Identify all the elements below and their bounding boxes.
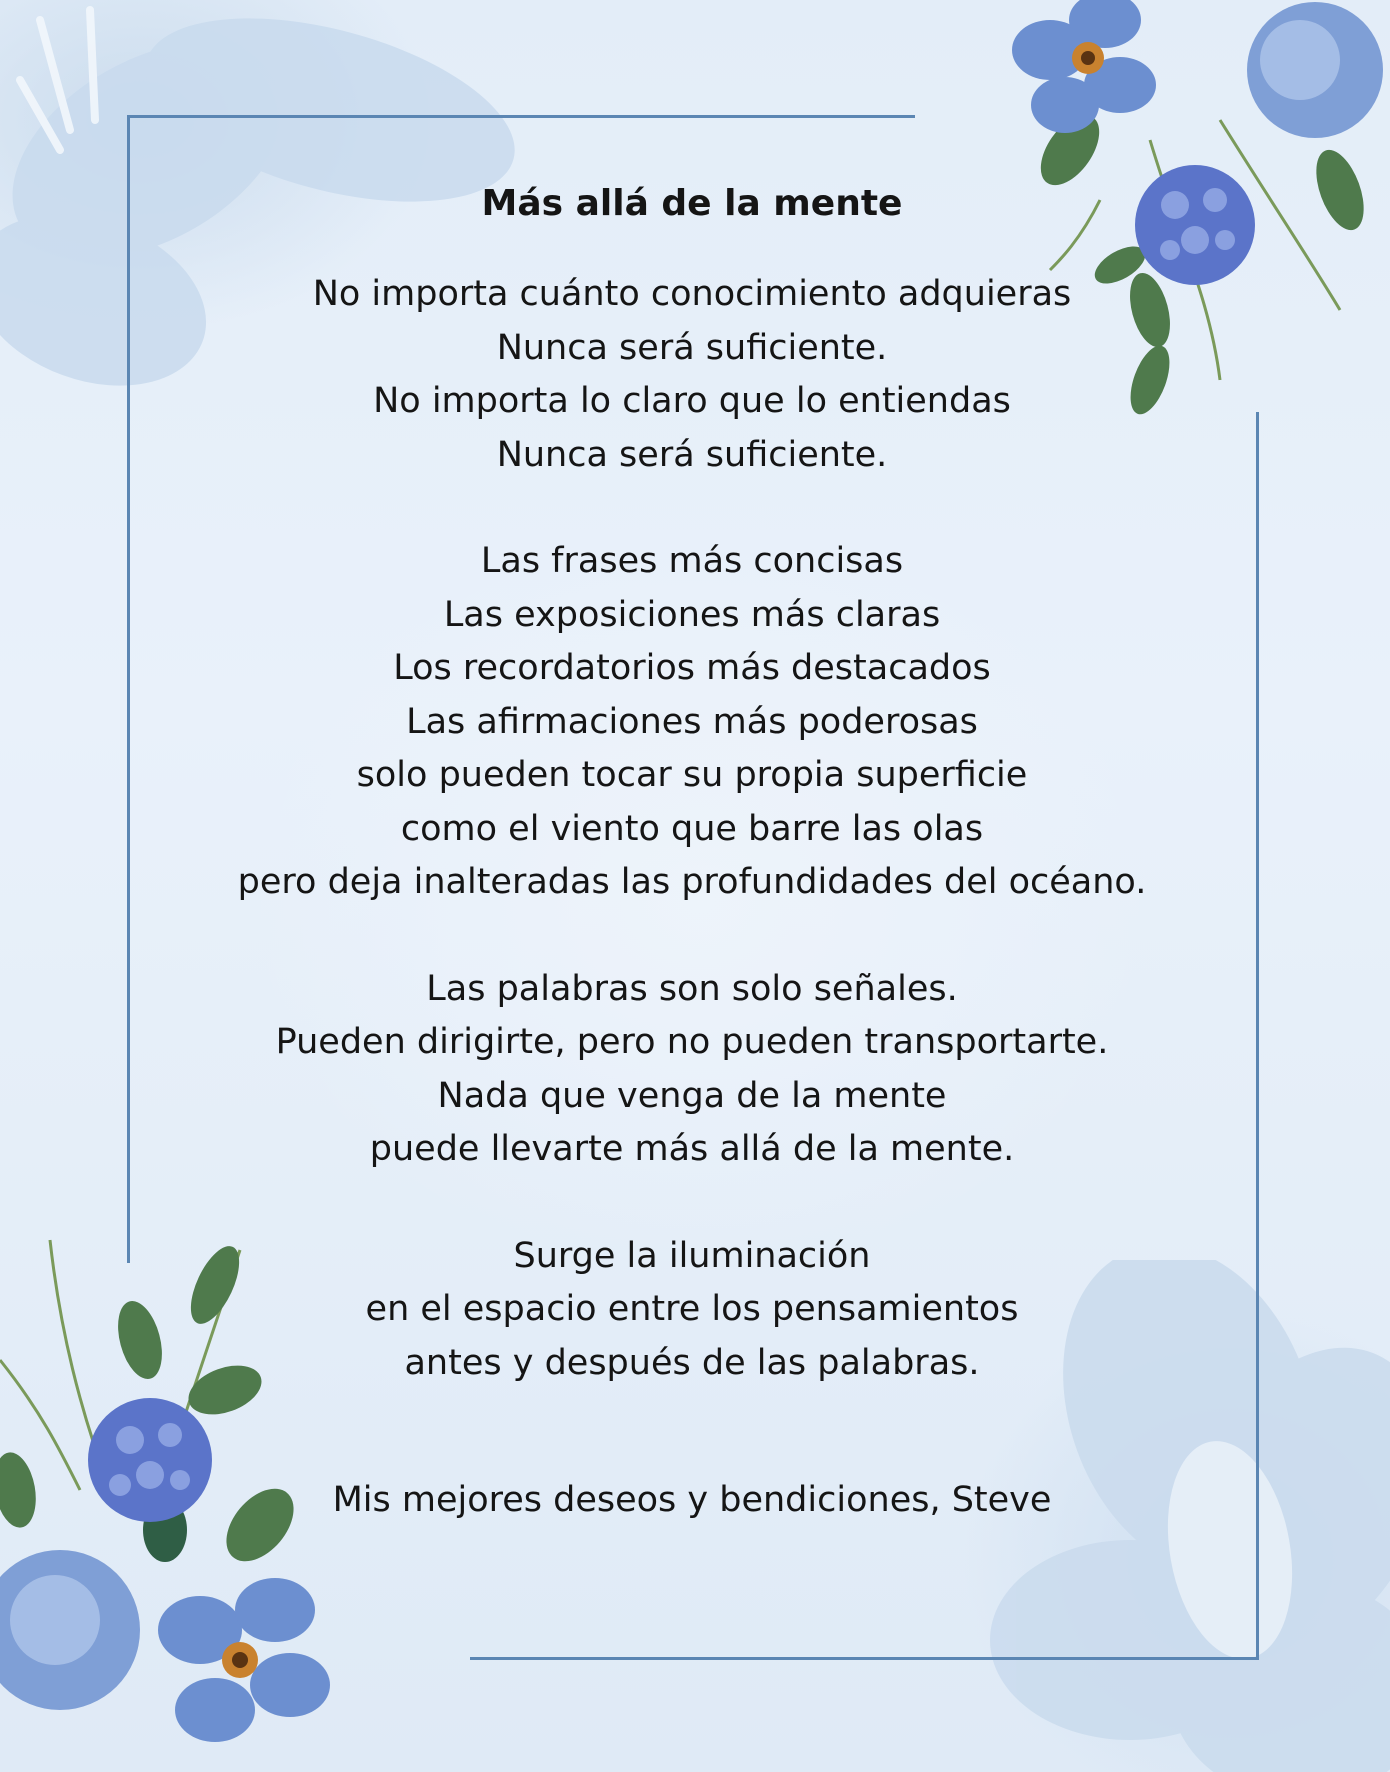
signature: Mis mejores deseos y bendiciones, Steve <box>332 1480 1052 1520</box>
poem-line: en el espacio entre los pensamientos <box>365 1289 1019 1329</box>
poem-line: Nada que venga de la mente <box>437 1075 947 1116</box>
poem-line: Las palabras son solo señales. <box>426 968 958 1009</box>
poem-line: No importa lo claro que lo entiendas <box>373 381 1011 421</box>
poem <box>127 178 1257 1528</box>
poem-line: Surge la iluminación <box>513 1235 871 1276</box>
frame-line-top <box>127 115 915 118</box>
frame-line-bottom <box>470 1657 1259 1660</box>
stanza-4 <box>127 1230 1257 1391</box>
poem-line: solo pueden tocar su propia superficie <box>356 755 1028 795</box>
poem-line: como el viento que barre las olas <box>400 808 984 849</box>
poem-line: Las frases más concisas <box>480 541 904 581</box>
poem-title: Más allá de la mente <box>481 183 903 224</box>
poem-line: puede llevarte más allá de la mente. <box>369 1129 1015 1169</box>
stanza-1 <box>127 268 1257 482</box>
poem-line: pero deja inalteradas las profundidades del océano. <box>237 862 1147 902</box>
stanza-3 <box>127 963 1257 1177</box>
poem-line: No importa cuánto conocimiento adquieras <box>312 274 1072 314</box>
poem-line: Las afirmaciones más poderosas <box>406 701 978 742</box>
poem-line: Los recordatorios más destacados <box>393 648 991 688</box>
poem-line: Nunca será suficiente. <box>496 327 888 368</box>
poem-line: Pueden dirigirte, pero no pueden transportarte. <box>275 1022 1109 1062</box>
poem-line: antes y después de las palabras. <box>404 1342 980 1383</box>
stanza-2 <box>127 535 1257 910</box>
poem-line: Nunca será suficiente. <box>496 434 888 475</box>
poem-line: Las exposiciones más claras <box>443 594 941 635</box>
